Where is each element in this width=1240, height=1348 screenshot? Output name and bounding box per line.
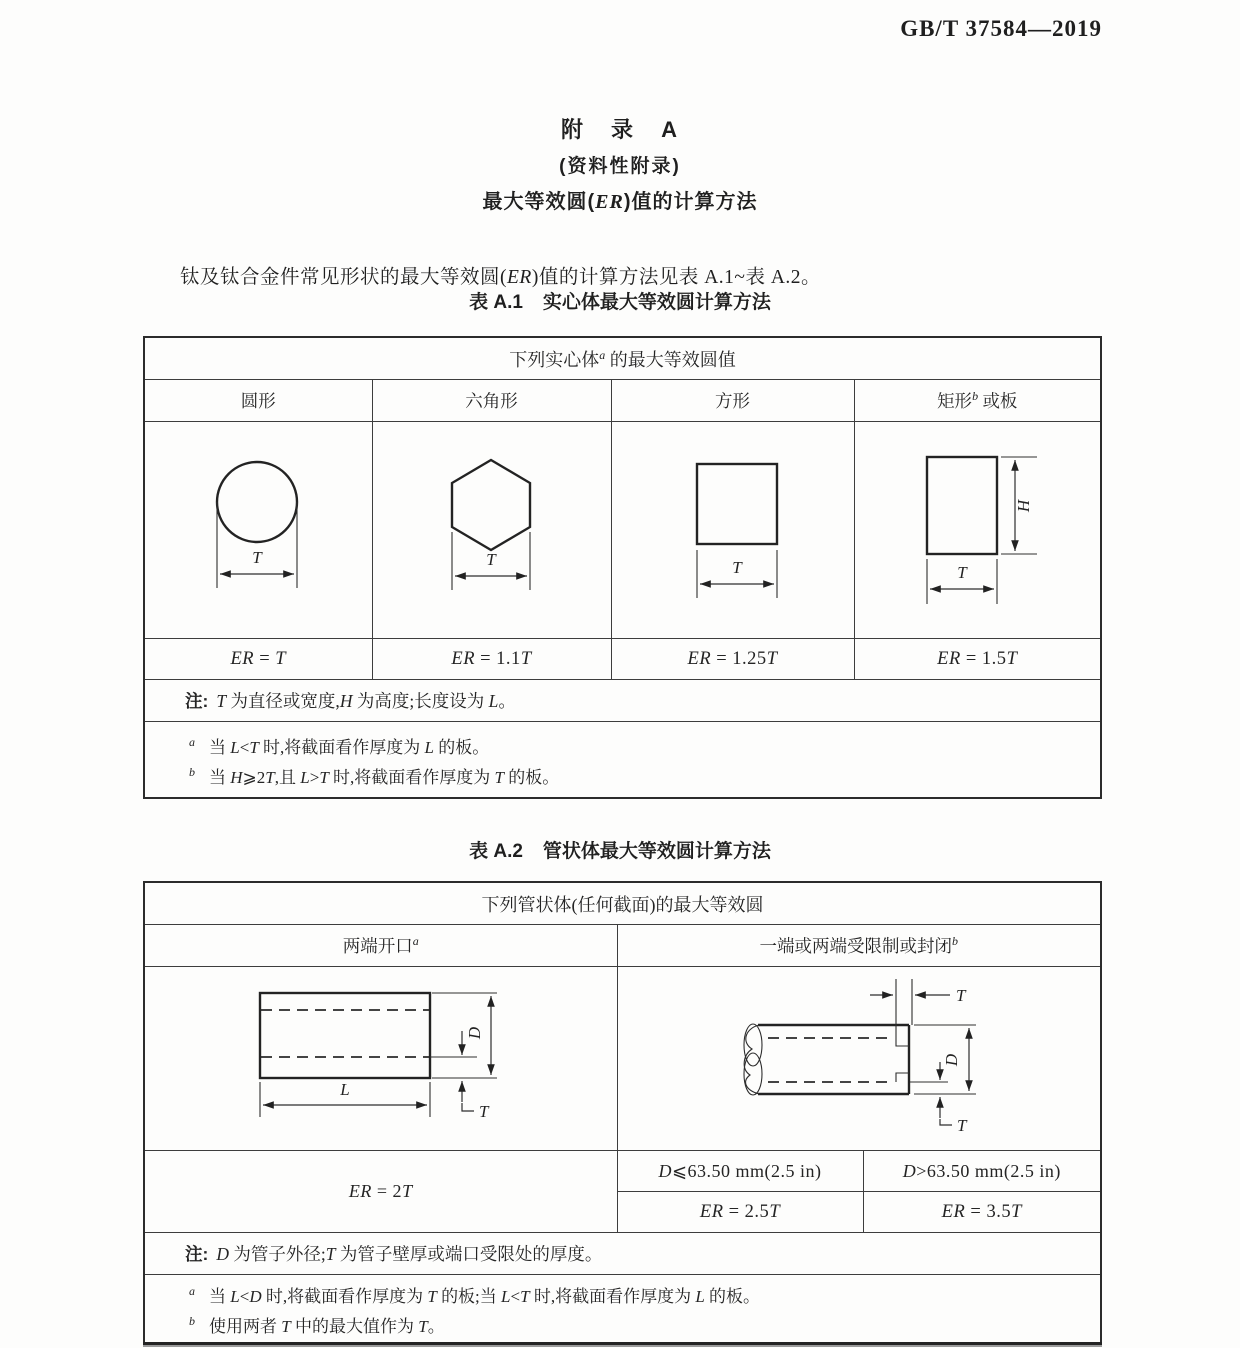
table-a1-column-header-row (144, 380, 1101, 422)
er-value-circle: ER = T (144, 639, 372, 680)
table-a1-caption-text: 实心体最大等效圆计算方法 (542, 292, 771, 313)
table-a1-er-row (144, 639, 1101, 680)
cell-diagram-circle (144, 422, 372, 639)
dim-label-t: T (479, 1102, 489, 1121)
intro-var: ER (507, 266, 532, 288)
table-a2-caption-text: 管状体最大等效圆计算方法 (542, 841, 771, 862)
table-a2-diagram-row (144, 967, 1101, 1151)
er-value-large-diameter: ER = 3.5T (863, 1192, 1101, 1233)
table-a1-caption (0, 287, 1240, 314)
square-diagram (612, 422, 853, 638)
note-text: T 为直径或宽度,H 为高度;长度设为 L。 (216, 691, 516, 711)
col-header-hexagon: 六角形 (372, 380, 611, 422)
dim-label-t: T (957, 563, 967, 582)
cell-diagram-closed-tube (617, 967, 1101, 1151)
col-header-circle: 圆形 (144, 380, 372, 422)
note-label: 注: (185, 1244, 209, 1264)
table-a2 (143, 881, 1102, 1345)
table-a2-condition-row (144, 1151, 1101, 1192)
standard-number: GB/T 37584—2019 (900, 16, 1102, 41)
table-a1-header-rest: 的最大等效圆值 (605, 349, 736, 370)
er-value-hexagon: ER = 1.1T (372, 639, 611, 680)
table-a1-header-text: 下列实心体 (509, 349, 600, 370)
table-a2-caption-label: 表 A.2 (469, 841, 523, 862)
er-value-rectangle: ER = 1.5T (854, 639, 1101, 680)
heading-var: ER (595, 191, 624, 213)
heading-post: )值的计算方法 (623, 191, 758, 213)
cell-diagram-open-tube (144, 967, 617, 1151)
dim-label-d: D (941, 1053, 961, 1067)
dim-label-l: L (340, 1080, 350, 1099)
appendix-heading (0, 185, 1240, 214)
cell-diagram-hexagon (372, 422, 611, 639)
col-header-restricted-ends: 一端或两端受限制或封闭$^b$ (617, 925, 1101, 967)
dim-label-t-bottom: T (956, 1116, 967, 1135)
col-header-rectangle: 矩形$^b$ 或板 (854, 380, 1101, 422)
table-a2-note-row (144, 1233, 1101, 1275)
table-a1-header-row (144, 337, 1101, 380)
table-a2-column-header-row (144, 925, 1101, 967)
er-value-square: ER = 1.25T (611, 639, 854, 680)
cell-diagram-rectangle (854, 422, 1101, 639)
appendix-subtitle: (资料性附录) (559, 156, 681, 177)
table-a2-note (144, 1233, 1101, 1275)
table-a1-diagram-row (144, 422, 1101, 639)
table-a2-header-row (144, 882, 1101, 925)
er-value-open-tube: ER = 2T (144, 1151, 617, 1233)
table-a1-caption-label: 表 A.1 (469, 292, 523, 313)
dim-label-t: T (252, 548, 262, 567)
note-text: D 为管子外径;T 为管子壁厚或端口受限处的厚度。 (216, 1244, 603, 1264)
table-a1 (143, 336, 1102, 799)
col-header-square: 方形 (611, 380, 854, 422)
table-a1-note (144, 680, 1101, 722)
dim-label-t: T (486, 550, 496, 569)
er-value-small-diameter: ER = 2.5T (617, 1192, 863, 1233)
table-a2-footnote-row (144, 1275, 1101, 1344)
heading-pre: 最大等效圆( (482, 191, 596, 213)
hexagon-diagram (373, 422, 610, 638)
note-label: 注: (185, 691, 209, 711)
dim-label-d: D (465, 1026, 485, 1040)
circle-diagram (145, 422, 371, 638)
table-a2-footnotes (144, 1275, 1101, 1344)
dim-label-t-top: T (955, 986, 966, 1005)
dim-label-h: H (1013, 499, 1033, 513)
table-a2-caption (0, 836, 1240, 863)
col-header-open-ends: 两端开口$^a$ (144, 925, 617, 967)
closed-tube-diagram (618, 967, 1100, 1150)
footnote-a: $^a$ 当 L<T 时,将截面看作厚度为 L 的板。 (189, 734, 490, 757)
condition-small-diameter: D⩽63.50 mm(2.5 in) (617, 1151, 863, 1192)
footnote-b: $^b$ 使用两者 T 中的最大值作为 T。 (189, 1313, 445, 1336)
intro-post: )值的计算方法见表 A.1~表 A.2。 (531, 266, 822, 288)
open-tube-diagram (145, 967, 616, 1150)
intro-pre: 钛及钛合金件常见形状的最大等效圆( (180, 266, 507, 288)
appendix-title: 附 录 A (560, 117, 680, 142)
table-a1-footnotes (144, 722, 1101, 799)
footnote-b: $^b$ 当 H⩾2T,且 L>T 时,将截面看作厚度为 T 的板。 (189, 764, 560, 787)
rectangle-diagram (855, 422, 1100, 638)
condition-large-diameter: D>63.50 mm(2.5 in) (863, 1151, 1101, 1192)
table-a1-header-sup: a (599, 347, 606, 362)
intro-paragraph (143, 261, 1103, 289)
dim-label-t: T (732, 558, 742, 577)
table-a1-note-row (144, 680, 1101, 722)
table-a1-main-header (144, 337, 1101, 380)
table-a1-footnote-row (144, 722, 1101, 799)
footnote-a: $^a$ 当 L<D 时,将截面看作厚度为 T 的板;当 L<T 时,将截面看作厚度为 L 的板。 (189, 1283, 761, 1306)
table-a2-main-header: 下列管状体(任何截面)的最大等效圆 (144, 882, 1101, 925)
cell-diagram-square (611, 422, 854, 639)
